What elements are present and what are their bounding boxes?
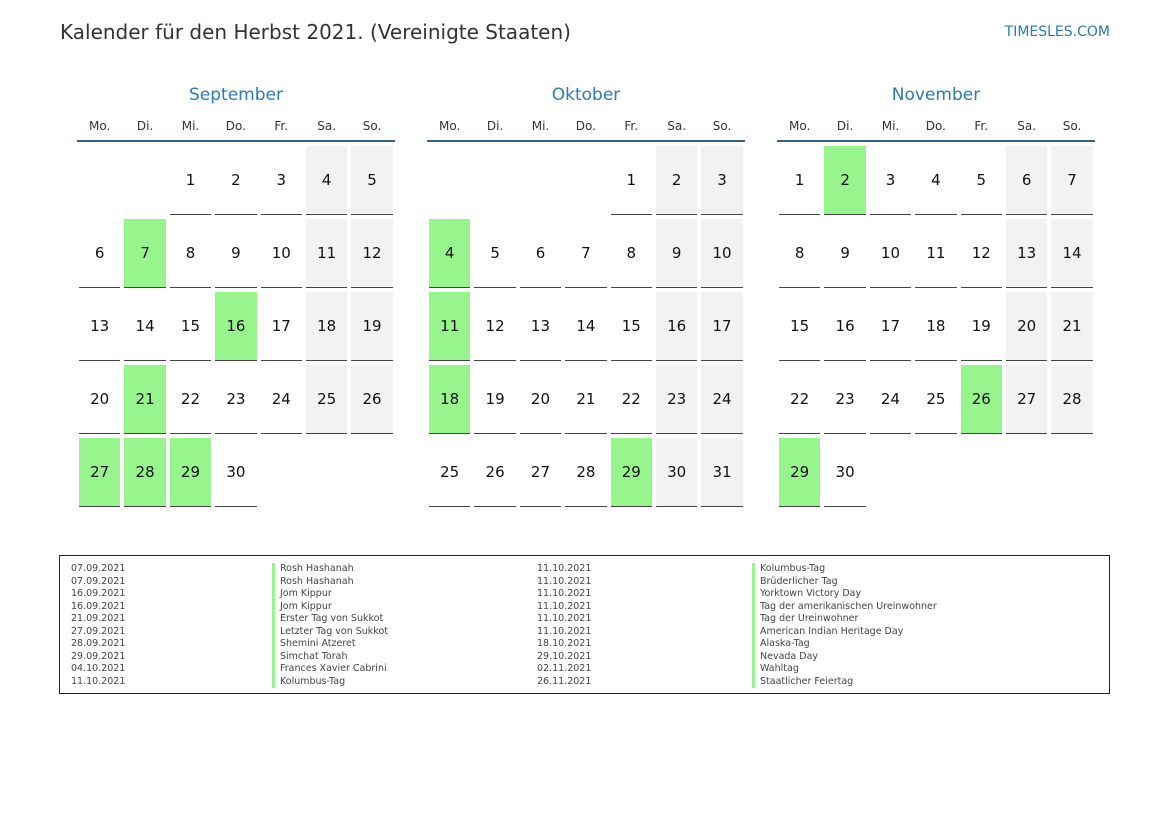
day-number: 28 <box>1051 365 1092 434</box>
day-number: 30 <box>215 438 256 507</box>
day-cell <box>213 365 258 438</box>
holiday-name: Simchat Torah <box>272 651 388 664</box>
day-number: 7 <box>565 219 606 288</box>
holiday-name: Yorktown Victory Day <box>752 588 937 601</box>
day-number: 23 <box>824 365 865 434</box>
holiday-date: 27.09.2021 <box>71 625 126 637</box>
holiday-date: 29.09.2021 <box>71 650 126 662</box>
day-cell <box>959 219 1004 292</box>
day-number: 22 <box>170 365 211 434</box>
day-number: 19 <box>474 365 515 434</box>
weekday-label: So. <box>362 119 382 133</box>
page-title: Kalender für den Herbst 2021. (Vereinigte Staaten) <box>60 20 571 44</box>
day-cell <box>472 292 517 365</box>
day-cell <box>777 146 822 219</box>
day-number: 3 <box>261 146 302 215</box>
day-number: 15 <box>170 292 211 361</box>
holiday-name: Kolumbus-Tag <box>272 676 388 689</box>
day-number: 8 <box>611 219 652 288</box>
day-cell <box>913 219 958 292</box>
day-number: 13 <box>1006 219 1047 288</box>
weekday-label: Fr. <box>624 119 639 133</box>
day-number: 27 <box>79 438 120 507</box>
day-number: 12 <box>474 292 515 361</box>
day-cell <box>77 219 122 292</box>
holiday-name: Kolumbus-Tag <box>752 563 937 576</box>
day-grid <box>777 146 1095 511</box>
day-cell <box>1004 219 1049 292</box>
day-cell <box>699 146 744 219</box>
day-cell <box>168 292 213 365</box>
day-cell <box>609 365 654 438</box>
day-number: 12 <box>351 219 392 288</box>
day-cell <box>304 146 349 219</box>
day-cell <box>213 146 258 219</box>
holiday-name: Wahltag <box>752 663 937 676</box>
day-number: 14 <box>565 292 606 361</box>
day-cell-holiday <box>213 292 258 365</box>
day-grid <box>427 146 745 511</box>
month-name: Oktober <box>551 85 621 105</box>
day-number: 8 <box>779 219 820 288</box>
day-number: 14 <box>124 292 165 361</box>
day-cell <box>518 292 563 365</box>
day-number: 20 <box>79 365 120 434</box>
holiday-name: Alaska-Tag <box>752 638 937 651</box>
day-cell <box>1004 365 1049 438</box>
day-number: 14 <box>1051 219 1092 288</box>
day-cell <box>1049 292 1094 365</box>
day-cell <box>699 365 744 438</box>
weekday-label: Fr. <box>274 119 289 133</box>
day-number: 5 <box>474 219 515 288</box>
holiday-name: Rosh Hashanah <box>272 576 388 589</box>
day-cell <box>349 365 394 438</box>
day-cell <box>563 292 608 365</box>
holiday-date: 07.09.2021 <box>71 563 126 574</box>
weekday-header <box>777 118 1095 142</box>
day-number: 2 <box>656 146 697 215</box>
day-number: 6 <box>520 219 561 288</box>
day-number: 3 <box>701 146 742 215</box>
day-number: 22 <box>779 365 820 434</box>
day-cell-holiday <box>959 365 1004 438</box>
month-name: September <box>189 85 283 105</box>
empty-cell <box>427 146 472 219</box>
day-number: 27 <box>1006 365 1047 434</box>
weekday-label: So. <box>1062 119 1082 133</box>
weekday-label: Do. <box>575 119 596 133</box>
weekday-label: Do. <box>925 119 946 133</box>
day-number: 10 <box>261 219 302 288</box>
empty-cell <box>518 146 563 219</box>
day-cell <box>1049 146 1094 219</box>
weekday-label: Fr. <box>974 119 989 133</box>
day-number: 20 <box>520 365 561 434</box>
day-number: 20 <box>1006 292 1047 361</box>
day-cell <box>472 365 517 438</box>
holiday-name: Brüderlicher Tag <box>752 576 937 589</box>
holiday-date: 28.09.2021 <box>71 638 126 649</box>
weekday-label: Mo. <box>789 119 811 133</box>
month-oktober <box>427 84 745 511</box>
day-number: 30 <box>824 438 865 507</box>
holiday-dates-right <box>537 563 591 688</box>
day-number: 29 <box>170 438 211 507</box>
day-number: 17 <box>261 292 302 361</box>
empty-cell <box>472 146 517 219</box>
day-number: 13 <box>79 292 120 361</box>
day-cell <box>213 219 258 292</box>
month-november <box>777 84 1095 511</box>
day-cell <box>959 146 1004 219</box>
holiday-date: 11.10.2021 <box>537 588 592 599</box>
holiday-name: Frances Xavier Cabrini <box>272 663 388 676</box>
day-cell <box>518 219 563 292</box>
day-number: 31 <box>701 438 742 507</box>
month-september <box>77 84 395 511</box>
day-cell <box>654 146 699 219</box>
weekday-label: Di. <box>486 119 504 133</box>
day-number: 25 <box>306 365 347 434</box>
day-cell <box>349 292 394 365</box>
day-number: 6 <box>1006 146 1047 215</box>
brand-link[interactable]: TIMESLES.COM <box>1004 24 1110 40</box>
day-number: 18 <box>915 292 956 361</box>
day-number: 1 <box>170 146 211 215</box>
day-number: 26 <box>351 365 392 434</box>
day-cell <box>304 292 349 365</box>
holiday-date: 11.10.2021 <box>537 563 592 574</box>
day-cell <box>868 146 913 219</box>
holiday-name: Jom Kippur <box>272 601 388 614</box>
day-number: 24 <box>870 365 911 434</box>
day-cell-holiday <box>427 219 472 292</box>
holiday-date: 11.10.2021 <box>71 675 126 687</box>
day-cell <box>168 365 213 438</box>
holiday-name: American Indian Heritage Day <box>752 626 937 639</box>
day-number: 26 <box>961 365 1002 434</box>
day-cell <box>822 219 867 292</box>
holiday-name: Shemini Atzeret <box>272 638 388 651</box>
day-number: 9 <box>656 219 697 288</box>
day-number: 21 <box>124 365 165 434</box>
holiday-name: Staatlicher Feiertag <box>752 676 937 689</box>
day-number: 4 <box>915 146 956 215</box>
day-cell <box>563 438 608 511</box>
day-cell <box>259 365 304 438</box>
day-number: 23 <box>215 365 256 434</box>
weekday-label: Mo. <box>89 119 111 133</box>
day-number: 12 <box>961 219 1002 288</box>
day-number: 28 <box>124 438 165 507</box>
weekday-label: Sa. <box>1017 119 1037 133</box>
day-cell <box>699 438 744 511</box>
weekday-label: Di. <box>136 119 154 133</box>
day-number: 1 <box>779 146 820 215</box>
day-cell-holiday <box>609 438 654 511</box>
day-cell-holiday <box>427 365 472 438</box>
day-cell <box>913 292 958 365</box>
day-cell <box>822 292 867 365</box>
holiday-name: Letzter Tag von Sukkot <box>272 626 388 639</box>
day-cell <box>777 292 822 365</box>
empty-cell <box>122 146 167 219</box>
day-cell <box>1049 219 1094 292</box>
day-cell <box>913 365 958 438</box>
day-number: 28 <box>565 438 606 507</box>
day-number: 11 <box>915 219 956 288</box>
holiday-date: 16.09.2021 <box>71 588 126 599</box>
day-cell <box>777 365 822 438</box>
day-number: 5 <box>961 146 1002 215</box>
weekday-label: Di. <box>836 119 854 133</box>
weekday-label: Sa. <box>317 119 337 133</box>
weekday-label: So. <box>712 119 732 133</box>
day-cell-holiday <box>427 292 472 365</box>
day-cell-holiday <box>122 438 167 511</box>
day-cell <box>1049 365 1094 438</box>
day-cell <box>699 219 744 292</box>
weekday-label: Do. <box>225 119 246 133</box>
day-cell <box>822 438 867 511</box>
day-cell <box>259 219 304 292</box>
holiday-name: Tag der Ureinwohner <box>752 613 937 626</box>
day-number: 29 <box>779 438 820 507</box>
holiday-names-left <box>272 563 388 688</box>
day-cell <box>77 292 122 365</box>
day-cell <box>868 219 913 292</box>
day-cell <box>304 365 349 438</box>
weekday-label: Mi. <box>531 119 550 133</box>
day-cell <box>472 438 517 511</box>
day-number: 7 <box>1051 146 1092 215</box>
day-cell <box>304 219 349 292</box>
holiday-names-right <box>752 563 937 688</box>
day-cell <box>259 146 304 219</box>
day-number: 9 <box>215 219 256 288</box>
day-cell <box>959 292 1004 365</box>
holiday-list <box>59 555 1110 694</box>
weekday-header <box>427 118 745 142</box>
day-number: 19 <box>351 292 392 361</box>
day-number: 18 <box>429 365 470 434</box>
weekday-label: Mo. <box>439 119 461 133</box>
day-number: 16 <box>656 292 697 361</box>
holiday-date: 26.11.2021 <box>537 675 592 687</box>
day-number: 15 <box>779 292 820 361</box>
day-number: 2 <box>215 146 256 215</box>
day-cell <box>472 219 517 292</box>
day-cell <box>349 146 394 219</box>
day-number: 22 <box>611 365 652 434</box>
day-cell <box>609 219 654 292</box>
day-number: 19 <box>961 292 1002 361</box>
day-cell <box>1004 146 1049 219</box>
day-number: 23 <box>656 365 697 434</box>
holiday-date: 04.10.2021 <box>71 663 126 674</box>
holiday-name: Rosh Hashanah <box>272 563 388 576</box>
day-number: 25 <box>915 365 956 434</box>
day-cell <box>777 219 822 292</box>
holiday-date: 18.10.2021 <box>537 638 592 649</box>
holiday-date: 07.09.2021 <box>71 575 126 587</box>
month-name: November <box>891 85 981 105</box>
day-number: 4 <box>306 146 347 215</box>
day-cell <box>868 292 913 365</box>
day-grid <box>77 146 395 511</box>
day-cell <box>168 146 213 219</box>
weekday-header <box>77 118 395 142</box>
day-number: 7 <box>124 219 165 288</box>
day-number: 9 <box>824 219 865 288</box>
day-number: 30 <box>656 438 697 507</box>
day-cell <box>654 365 699 438</box>
day-number: 16 <box>215 292 256 361</box>
holiday-name: Erster Tag von Sukkot <box>272 613 388 626</box>
day-cell-holiday <box>122 365 167 438</box>
empty-cell <box>77 146 122 219</box>
weekday-label: Mi. <box>881 119 900 133</box>
day-cell <box>168 219 213 292</box>
day-cell <box>822 365 867 438</box>
day-number: 21 <box>1051 292 1092 361</box>
day-cell <box>122 292 167 365</box>
day-number: 2 <box>824 146 865 215</box>
day-cell <box>349 219 394 292</box>
holiday-date: 11.10.2021 <box>537 575 592 587</box>
day-number: 24 <box>261 365 302 434</box>
day-number: 1 <box>611 146 652 215</box>
day-number: 17 <box>701 292 742 361</box>
weekday-label: Mi. <box>181 119 200 133</box>
day-number: 21 <box>565 365 606 434</box>
day-cell <box>913 146 958 219</box>
day-cell <box>213 438 258 511</box>
day-cell <box>654 438 699 511</box>
holiday-date: 29.10.2021 <box>537 650 592 662</box>
day-number: 29 <box>611 438 652 507</box>
day-cell-holiday <box>822 146 867 219</box>
holiday-date: 11.10.2021 <box>537 600 592 612</box>
day-cell-holiday <box>77 438 122 511</box>
day-number: 15 <box>611 292 652 361</box>
day-number: 10 <box>870 219 911 288</box>
day-number: 3 <box>870 146 911 215</box>
day-number: 11 <box>306 219 347 288</box>
day-cell <box>654 292 699 365</box>
holiday-date: 16.09.2021 <box>71 600 126 612</box>
day-cell <box>1004 292 1049 365</box>
day-number: 6 <box>79 219 120 288</box>
day-number: 11 <box>429 292 470 361</box>
day-cell <box>259 292 304 365</box>
day-number: 10 <box>701 219 742 288</box>
day-number: 8 <box>170 219 211 288</box>
holiday-date: 11.10.2021 <box>537 613 592 624</box>
day-number: 4 <box>429 219 470 288</box>
day-cell <box>427 438 472 511</box>
day-cell <box>518 365 563 438</box>
day-number: 27 <box>520 438 561 507</box>
day-number: 25 <box>429 438 470 507</box>
holiday-dates-left <box>71 563 125 688</box>
day-cell-holiday <box>122 219 167 292</box>
day-number: 5 <box>351 146 392 215</box>
holiday-name: Jom Kippur <box>272 588 388 601</box>
day-number: 16 <box>824 292 865 361</box>
holiday-date: 02.11.2021 <box>537 663 592 674</box>
day-number: 17 <box>870 292 911 361</box>
day-cell <box>609 292 654 365</box>
holiday-date: 11.10.2021 <box>537 625 592 637</box>
day-number: 13 <box>520 292 561 361</box>
empty-cell <box>563 146 608 219</box>
day-number: 24 <box>701 365 742 434</box>
day-cell <box>868 365 913 438</box>
weekday-label: Sa. <box>667 119 687 133</box>
day-cell-holiday <box>777 438 822 511</box>
holiday-name: Nevada Day <box>752 651 937 664</box>
day-number: 18 <box>306 292 347 361</box>
day-cell <box>609 146 654 219</box>
holiday-date: 21.09.2021 <box>71 613 126 624</box>
holiday-name: Tag der amerikanischen Ureinwohner <box>752 601 937 614</box>
day-number: 26 <box>474 438 515 507</box>
day-cell <box>77 365 122 438</box>
day-cell-holiday <box>168 438 213 511</box>
day-cell <box>518 438 563 511</box>
day-cell <box>563 365 608 438</box>
day-cell <box>654 219 699 292</box>
day-cell <box>699 292 744 365</box>
day-cell <box>563 219 608 292</box>
